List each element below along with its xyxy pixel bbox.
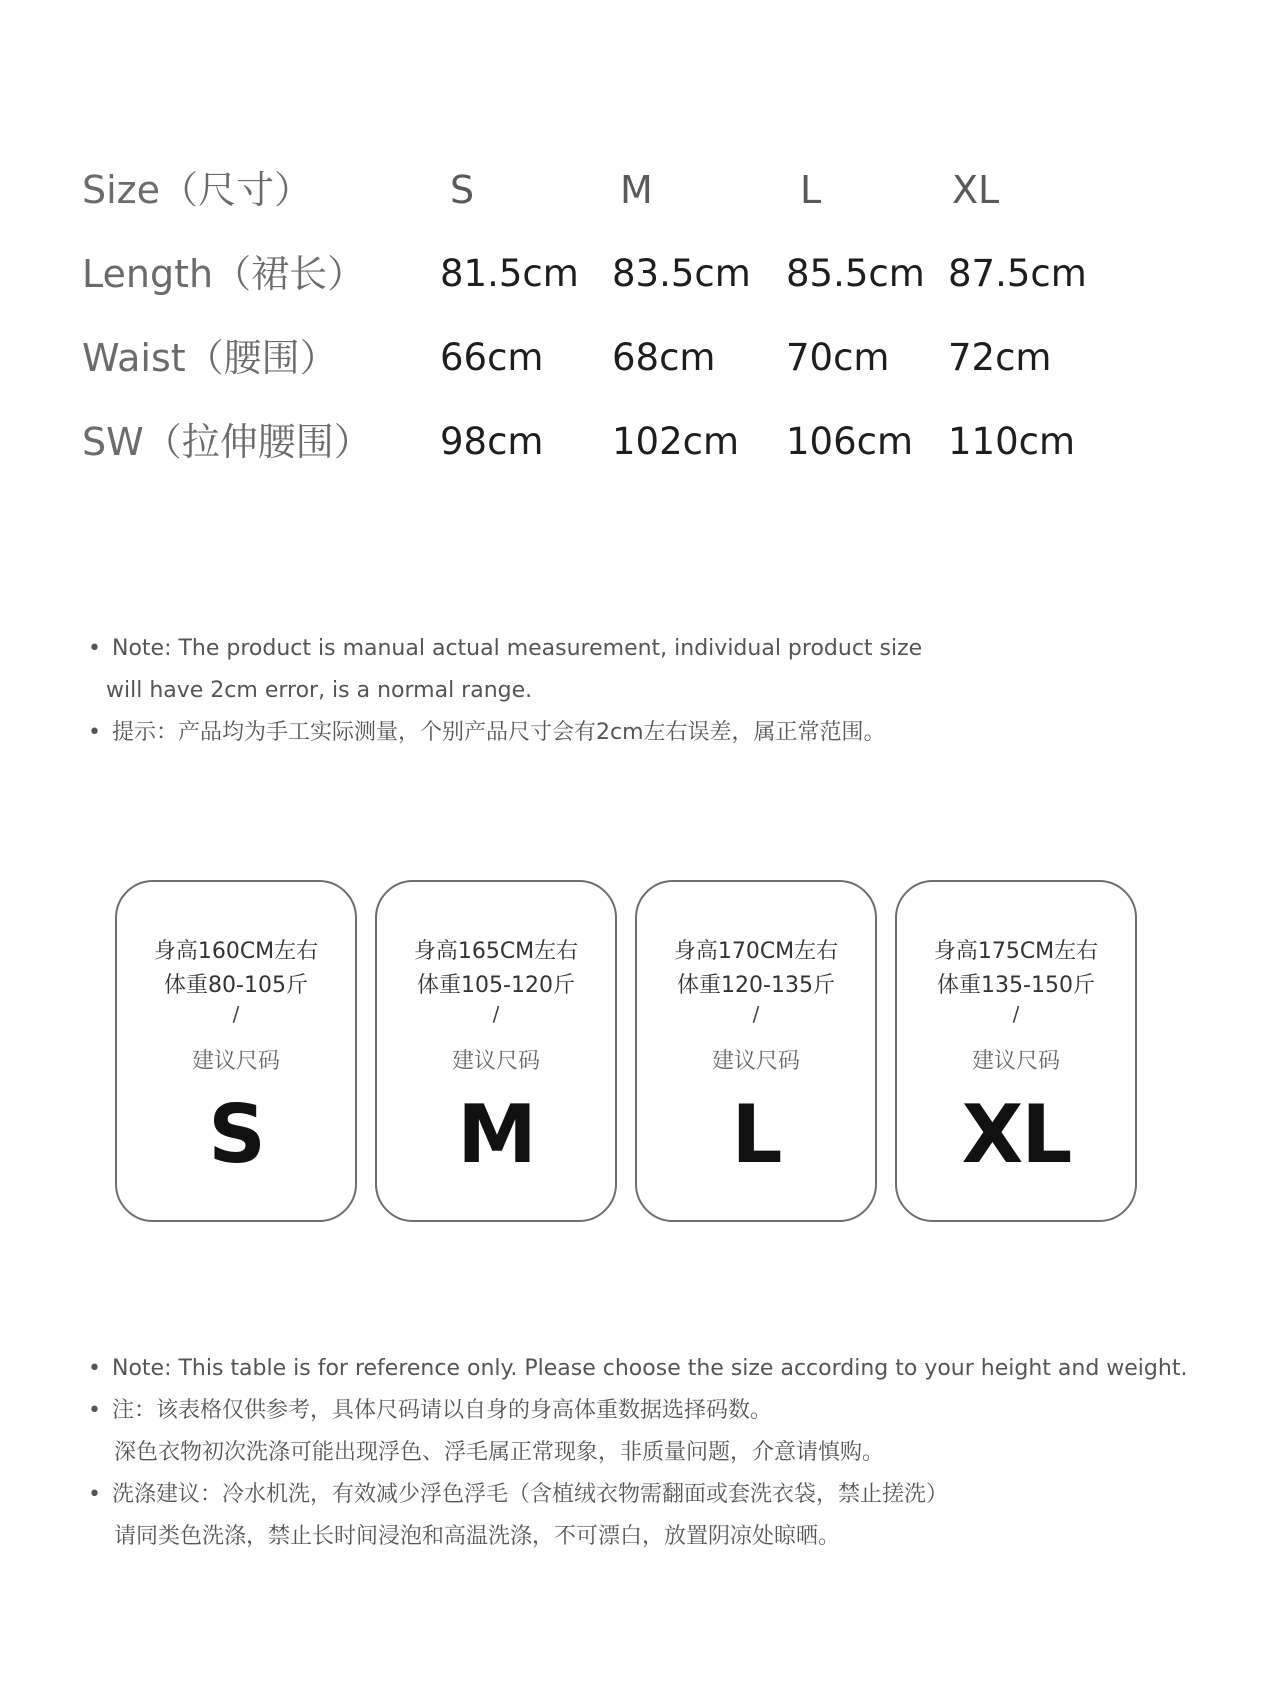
- bullet: •: [88, 1356, 101, 1381]
- size-table: [82, 160, 1182, 496]
- size-header-s: S: [450, 168, 475, 212]
- size-header-label: Size（尺寸）: [82, 168, 313, 212]
- stretch-waist-xl: 110cm: [948, 420, 1076, 463]
- reference-note-en: [88, 1348, 1238, 1390]
- wash-advice: [88, 1474, 1238, 1516]
- note-cn-line: [88, 712, 1208, 754]
- reference-note-en-text: Note: This table is for reference only. Please choose the size according to your height and weight.: [112, 1356, 1188, 1381]
- card-divider: /: [232, 1002, 240, 1026]
- size-recommendation-cards: [115, 880, 1155, 1224]
- reference-note-cn-text: 注：该表格仅供参考，具体尺码请以自身的身高体重数据选择码数。: [112, 1398, 773, 1423]
- card-size-letter: M: [457, 1088, 535, 1181]
- recommendation-card-s: [115, 880, 357, 1222]
- length-label: Length（裙长）: [82, 252, 366, 296]
- size-header-m: M: [620, 168, 653, 212]
- waist-row: [82, 328, 1182, 412]
- bullet: •: [88, 720, 101, 745]
- bullet: •: [88, 636, 101, 661]
- length-l: 85.5cm: [786, 252, 925, 295]
- note-en-continuation: [88, 670, 1208, 712]
- dark-fabric-note: [88, 1432, 1238, 1474]
- waist-label: Waist（腰围）: [82, 336, 338, 380]
- note-en-line: [88, 628, 1208, 670]
- length-m: 83.5cm: [612, 252, 751, 295]
- size-header-row: [82, 160, 1182, 244]
- stretch-waist-l: 106cm: [786, 420, 914, 463]
- card-size-letter: XL: [961, 1088, 1071, 1181]
- card-recommend-label: 建议尺码: [971, 1049, 1060, 1074]
- card-recommend-label: 建议尺码: [191, 1049, 280, 1074]
- card-weight: 体重135-150斤: [937, 973, 1095, 998]
- size-header-l: L: [800, 168, 822, 212]
- waist-s: 66cm: [440, 336, 544, 379]
- bullet: •: [88, 1482, 101, 1507]
- card-height: 身高175CM左右: [933, 939, 1099, 964]
- stretch-waist-s: 98cm: [440, 420, 544, 463]
- card-size-letter: L: [731, 1088, 781, 1181]
- waist-l: 70cm: [786, 336, 890, 379]
- recommendation-card-xl: [895, 880, 1137, 1222]
- stretch-waist-m: 102cm: [612, 420, 740, 463]
- dark-fabric-note-text: 深色衣物初次洗涤可能出现浮色、浮毛属正常现象，非质量问题，介意请慎购。: [114, 1440, 885, 1465]
- length-xl: 87.5cm: [948, 252, 1087, 295]
- recommendation-card-l: [635, 880, 877, 1222]
- reference-note-cn: [88, 1390, 1238, 1432]
- length-row: [82, 244, 1182, 328]
- card-divider: /: [492, 1002, 500, 1026]
- card-recommend-label: 建议尺码: [451, 1049, 540, 1074]
- stretch-waist-label: SW（拉伸腰围）: [82, 420, 372, 464]
- card-weight: 体重80-105斤: [164, 973, 308, 998]
- reference-and-wash-notes: [88, 1348, 1238, 1558]
- length-s: 81.5cm: [440, 252, 579, 295]
- recommendation-card-m: [375, 880, 617, 1222]
- waist-xl: 72cm: [948, 336, 1052, 379]
- card-divider: /: [752, 1002, 760, 1026]
- card-weight: 体重105-120斤: [417, 973, 575, 998]
- size-header-xl: XL: [952, 168, 1000, 212]
- wash-advice-continuation: [88, 1516, 1238, 1558]
- card-height: 身高160CM左右: [153, 939, 319, 964]
- note-cn-text: 提示：产品均为手工实际测量，个别产品尺寸会有2cm左右误差，属正常范围。: [112, 720, 886, 745]
- wash-advice-text-2: 请同类色洗涤，禁止长时间浸泡和高温洗涤，不可漂白，放置阴凉处晾晒。: [114, 1524, 841, 1549]
- waist-m: 68cm: [612, 336, 716, 379]
- measurement-notes: [88, 628, 1208, 754]
- card-divider: /: [1012, 1002, 1020, 1026]
- bullet: •: [88, 1398, 101, 1423]
- card-height: 身高170CM左右: [673, 939, 839, 964]
- note-en-text-1: Note: The product is manual actual measurement, individual product size: [112, 636, 923, 661]
- card-weight: 体重120-135斤: [677, 973, 835, 998]
- note-en-text-2: will have 2cm error, is a normal range.: [106, 678, 533, 703]
- card-height: 身高165CM左右: [413, 939, 579, 964]
- stretch-waist-row: [82, 412, 1182, 496]
- card-recommend-label: 建议尺码: [711, 1049, 800, 1074]
- wash-advice-text-1: 洗涤建议：冷水机洗，有效减少浮色浮毛（含植绒衣物需翻面或套洗衣袋，禁止搓洗）: [112, 1482, 949, 1507]
- card-size-letter: S: [208, 1088, 264, 1181]
